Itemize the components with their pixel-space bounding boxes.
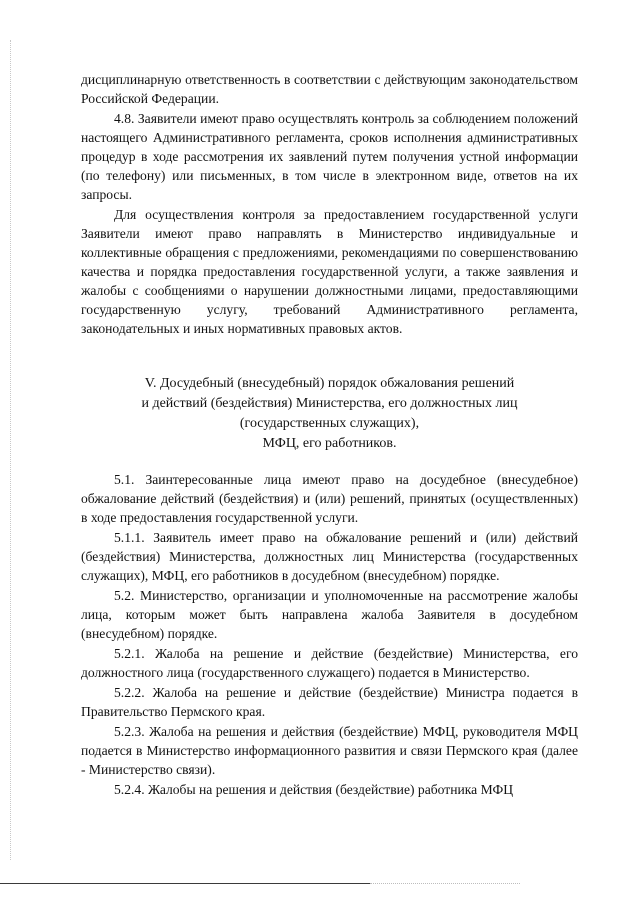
paragraph-5-2: 5.2. Министерство, организации и уполномоченные на рассмотрение жалобы лица, которым может быть направлена жалоба Заявителя в досудебном (внесудебном) порядке. (81, 588, 578, 641)
paragraph-5-2-2: 5.2.2. Жалоба на решение и действие (бездействие) Министра подается в Правительство Пермского края. (81, 685, 578, 719)
scan-edge-mark (10, 40, 12, 860)
paragraph-4-8: 4.8. Заявители имеют право осуществлять контроль за соблюдением положений настоящего Административного регламента, сроков исполнения административных процедур в ходе рассмотрения их заявлений путем получения устной информации (по телефону) или письменных, в том числе в электронном виде, ответов на их запросы. (81, 111, 578, 202)
paragraph-5-2-1: 5.2.1. Жалоба на решение и действие (бездействие) Министерства, его должностного лица (государственного служащего) подается в Министерство. (81, 646, 578, 680)
paragraph-5-1-1: 5.1.1. Заявитель имеет право на обжалование решений и (или) действий (бездействия) Министерства, должностных лиц Министерства (государственных служащих), МФЦ, его работников в досудебном (внесудебном) порядке. (81, 530, 578, 583)
section-5-text (81, 470, 578, 799)
section-5-heading (81, 374, 578, 454)
heading-line-4: МФЦ, его работников. (262, 436, 397, 451)
paragraph-continuation: дисциплинарную ответственность в соответствии с действующим законодательством Российской Федерации. (81, 72, 578, 106)
heading-line-1: V. Досудебный (внесудебный) порядок обжалования решений (144, 376, 515, 391)
scan-bottom-line (0, 883, 370, 884)
scan-bottom-line-faint (370, 883, 520, 885)
paragraph-control: Для осуществления контроля за предоставлением государственной услуги Заявители имеют право направлять в Министерство индивидуальные и коллективные обращения с предложениями, рекомендациями по совершенствованию качества и порядка предоставления государственной услуги, а также заявления и жалобы с сообщениями о нарушении должностными лицами, предоставляющими государственную услугу, требований Административного регламента, законодательных и иных нормативных правовых актов. (81, 207, 578, 336)
heading-line-2: и действий (бездействия) Министерства, его должностных лиц (141, 396, 518, 411)
paragraph-5-1: 5.1. Заинтересованные лица имеют право на досудебное (внесудебное) обжалование действий (бездействия) и (или) решений, принятых (осуществленных) в ходе предоставления государственной услуги. (81, 472, 578, 525)
paragraph-5-2-3: 5.2.3. Жалоба на решения и действия (бездействие) МФЦ, руководителя МФЦ подается в Министерство информационного развития и связи Пермского края (далее - Министерство связи). (81, 724, 578, 777)
heading-line-3: (государственных служащих), (239, 416, 420, 431)
section-4-text (81, 70, 578, 338)
paragraph-5-2-4: 5.2.4. Жалобы на решения и действия (бездействие) работника МФЦ (114, 782, 514, 797)
